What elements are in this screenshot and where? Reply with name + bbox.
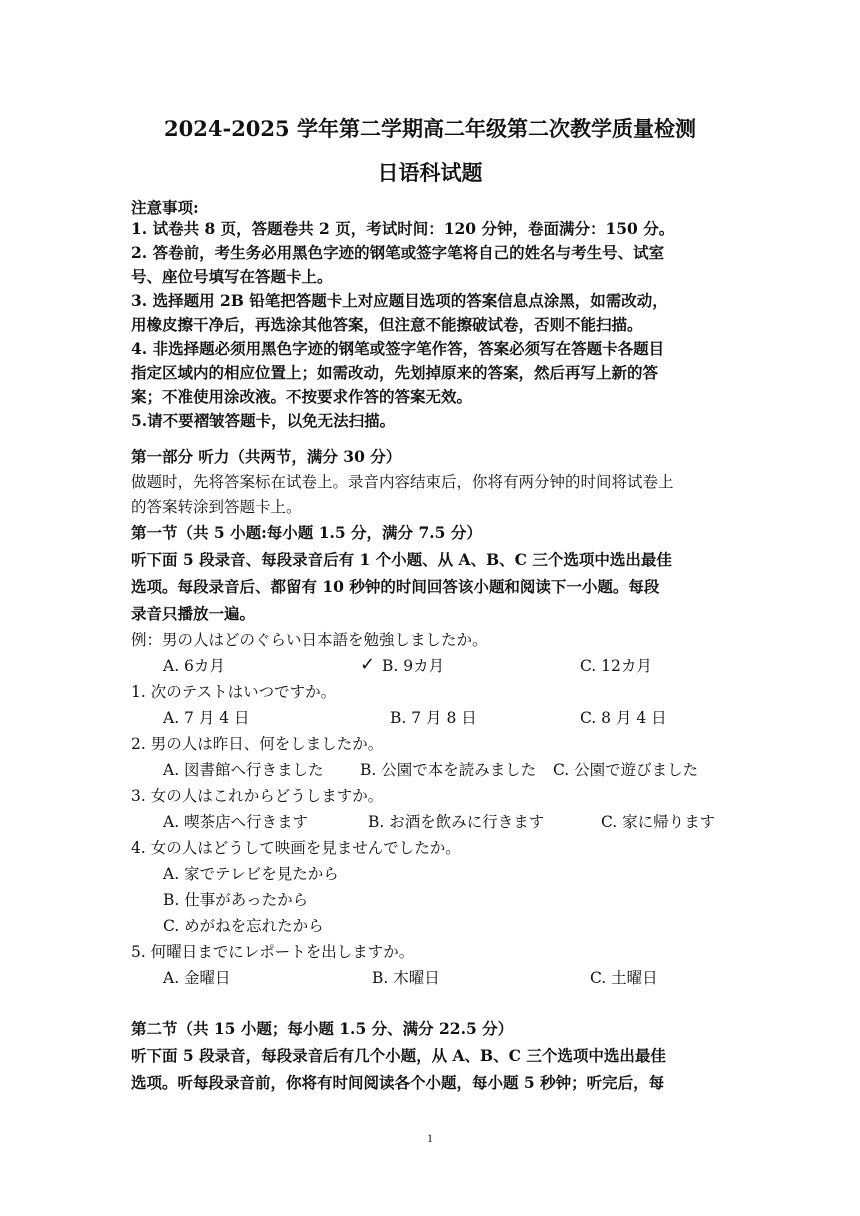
notice-line: 号、座位号填写在答题卡上。 bbox=[131, 267, 333, 286]
q3-option-a: A. 喫茶店へ行きます bbox=[163, 813, 309, 831]
question-4: 4. 女の人はどうして映画を見ませんでしたか。 bbox=[131, 839, 461, 857]
q5-option-a: A. 金曜日 bbox=[163, 969, 231, 987]
q2-option-c: C. 公園で遊びました bbox=[553, 761, 699, 779]
notice-line: 5.请不要褶皱答题卡，以免无法扫描。 bbox=[131, 411, 396, 430]
notice-heading: 注意事项: bbox=[131, 198, 199, 217]
section1-instruction: 录音只播放一遍。 bbox=[131, 604, 256, 623]
q3-option-b: B. お酒を飲みに行きます bbox=[368, 813, 545, 831]
example-option-c: C. 12カ月 bbox=[580, 657, 652, 675]
part1-intro: 的答案转涂到答题卡上。 bbox=[131, 498, 302, 516]
section2-heading: 第二节（共 15 小题；每小题 1.5 分、满分 22.5 分） bbox=[131, 1019, 514, 1038]
example-question: 例：男の人はどのぐらい日本語を勉強しましたか。 bbox=[131, 631, 488, 649]
q1-option-b: B. 7 月 8 日 bbox=[390, 709, 477, 727]
page-number: 1 bbox=[427, 1131, 433, 1145]
q1-option-c: C. 8 月 4 日 bbox=[580, 709, 667, 727]
section1-instruction: 选项。每段录音后、都留有 10 秒钟的时间回答该小题和阅读下一小题。每段 bbox=[131, 577, 660, 596]
question-3: 3. 女の人はこれからどうしますか。 bbox=[131, 787, 384, 805]
q5-option-c: C. 土曜日 bbox=[590, 969, 658, 987]
notice-line: 用橡皮擦干净后，再选涂其他答案，但注意不能擦破试卷，否则不能扫描。 bbox=[131, 315, 643, 334]
exam-subtitle: 日语科试题 bbox=[377, 160, 483, 185]
notice-line: 3. 选择题用 2B 铅笔把答题卡上对应题目选项的答案信息点涂黑，如需改动， bbox=[131, 291, 668, 310]
example-option-a: A. 6カ月 bbox=[163, 657, 225, 675]
part1-heading: 第一部分 听力（共两节，满分 30 分） bbox=[131, 447, 402, 466]
q2-option-b: B. 公園で本を読みました bbox=[360, 761, 537, 779]
section1-instruction: 听下面 5 段录音、每段录音后有 1 个小题、从 A、B、C 三个选项中选出最佳 bbox=[131, 550, 672, 569]
q5-option-b: B. 木曜日 bbox=[372, 969, 440, 987]
q2-option-a: A. 図書館へ行きました bbox=[163, 761, 324, 779]
question-1: 1. 次のテストはいつですか。 bbox=[131, 683, 337, 701]
q3-option-c: C. 家に帰ります bbox=[601, 813, 716, 831]
notice-line: 指定区域内的相应位置上；如需改动，先划掉原来的答案，然后再写上新的答 bbox=[131, 363, 659, 382]
q4-option-b: B. 仕事があったから bbox=[163, 891, 309, 909]
question-5: 5. 何曜日までにレポートを出しますか。 bbox=[131, 943, 415, 961]
part1-intro: 做题时，先将答案标在试卷上。录音内容结束后，你将有两分钟的时间将试卷上 bbox=[131, 473, 674, 491]
notice-line: 2. 答卷前，考生务必用黑色字迹的钢笔或签字笔将自己的姓名与考生号、试室 bbox=[131, 243, 665, 262]
q4-option-a: A. 家でテレビを見たから bbox=[163, 865, 339, 883]
q4-option-c: C. めがねを忘れたから bbox=[163, 917, 324, 935]
section1-heading: 第一节（共 5 小题:每小题 1.5 分，满分 7.5 分） bbox=[131, 523, 482, 542]
section2-instruction: 听下面 5 段录音，每段录音后有几个小题，从 A、B、C 三个选项中选出最佳 bbox=[131, 1046, 666, 1065]
exam-title: 2024-2025 学年第二学期高二年级第二次教学质量检测 bbox=[164, 116, 696, 141]
notice-line: 案；不准使用涂改液。不按要求作答的答案无效。 bbox=[131, 387, 473, 406]
q1-option-a: A. 7 月 4 日 bbox=[163, 709, 250, 727]
notice-line: 4. 非选择题必须用黑色字迹的钢笔或签字笔作答，答案必须写在答题卡各题目 bbox=[131, 339, 665, 358]
question-2: 2. 男の人は昨日、何をしましたか。 bbox=[131, 735, 384, 753]
notice-line: 1. 试卷共 8 页，答题卷共 2 页，考试时间：120 分钟，卷面满分：150 分。 bbox=[131, 219, 675, 238]
example-option-b: B. 9カ月 bbox=[382, 657, 445, 675]
section2-instruction: 选项。听每段录音前，你将有时间阅读各个小题，每小题 5 秒钟；听完后，每 bbox=[131, 1073, 665, 1092]
check-mark-icon: ✓ bbox=[360, 654, 376, 675]
